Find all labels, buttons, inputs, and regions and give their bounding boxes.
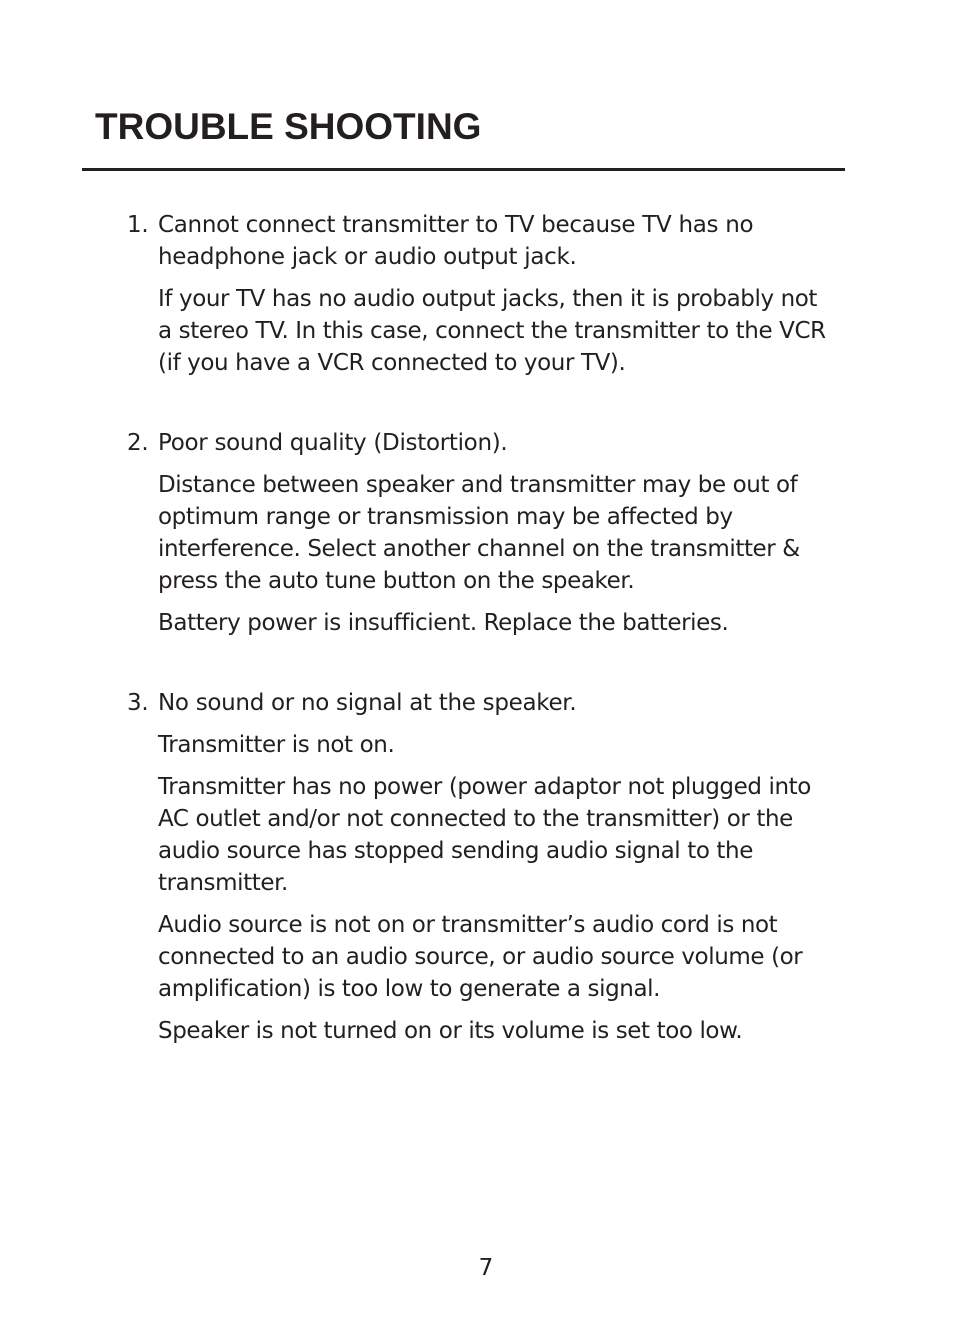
section-number: 1.	[127, 212, 149, 238]
section-heading	[127, 427, 827, 459]
section-paragraph: Speaker is not turned on or its volume is set too low.	[158, 1018, 743, 1044]
section-paragraph: If your TV has no audio output jacks, then it is probably not a stereo TV. In this case, connect the transmitter to the VCR (if you have a VCR connected to your TV).	[158, 286, 826, 376]
section-paragraph: Battery power is insufficient. Replace the batteries.	[158, 610, 729, 636]
title-divider	[82, 168, 845, 171]
section-paragraph: Audio source is not on or transmitter’s audio cord is not connected to an audio source, or audio source volume (or amplification) is too low to generate a signal.	[158, 912, 803, 1002]
section-heading-text: Poor sound quality (Distortion).	[158, 430, 508, 456]
section-heading	[127, 687, 827, 719]
section-number: 2.	[127, 430, 149, 456]
section-paragraph: Distance between speaker and transmitter may be out of optimum range or transmission may be affected by interference. Select another channel on the transmitter & press the auto tune button on the speaker.	[158, 472, 800, 594]
section-paragraph: Transmitter is not on.	[158, 732, 395, 758]
page-title: TROUBLE SHOOTING	[95, 106, 482, 147]
section-paragraph: Transmitter has no power (power adaptor not plugged into AC outlet and/or not connected to the transmitter) or the audio source has stopped sending audio signal to the transmitter.	[158, 774, 811, 896]
section-heading	[127, 209, 827, 273]
section-heading-text: No sound or no signal at the speaker.	[158, 690, 577, 716]
section-heading-text: Cannot connect transmitter to TV because TV has no headphone jack or audio output jack.	[158, 212, 754, 270]
troubleshooting-item	[127, 427, 827, 639]
troubleshooting-item	[127, 209, 827, 379]
troubleshooting-list	[127, 209, 827, 1057]
troubleshooting-item	[127, 687, 827, 1047]
section-number: 3.	[127, 690, 149, 716]
page-number: 7	[478, 1255, 494, 1281]
